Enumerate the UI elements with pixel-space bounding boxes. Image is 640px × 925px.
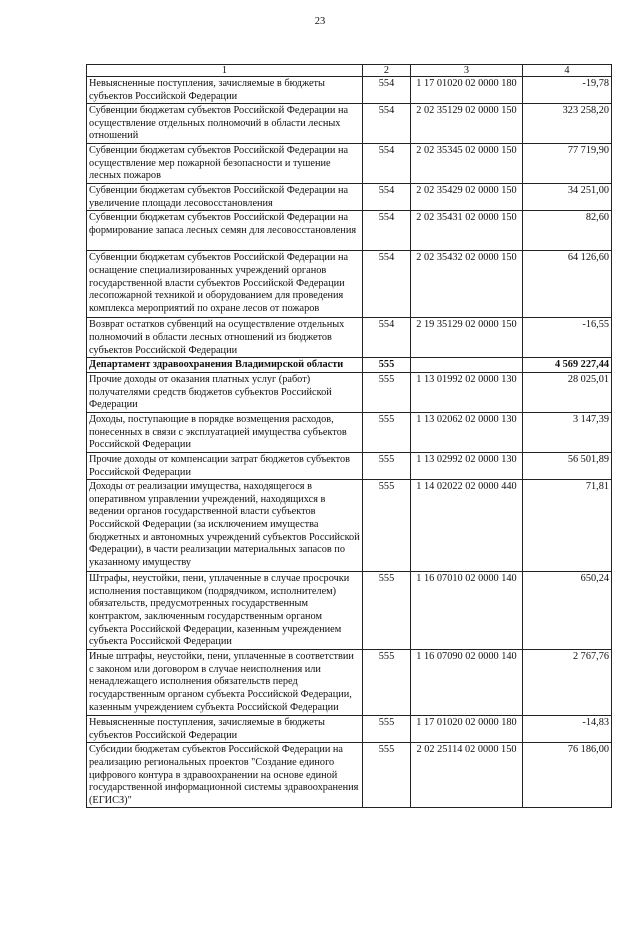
row-name: Субсидии бюджетам субъектов Российской Федерации на реализацию региональных проектов "Создание единого цифрового контура в здравоохранении на основе единой государственной информационной системы здравоохранения (ЕГИСЗ)" [87, 743, 363, 808]
row-admin-code: 554 [363, 318, 411, 358]
row-admin-code: 554 [363, 77, 411, 104]
row-admin-code: 555 [363, 480, 411, 572]
row-budget-code: 1 16 07010 02 0000 140 [411, 572, 523, 650]
row-budget-code [411, 358, 523, 373]
row-budget-code: 1 13 02992 02 0000 130 [411, 452, 523, 479]
row-name: Невыясненные поступления, зачисляемые в бюджеты субъектов Российской Федерации [87, 716, 363, 743]
row-admin-code: 555 [363, 452, 411, 479]
table-row [87, 650, 612, 716]
row-name: Иные штрафы, неустойки, пени, уплаченные в соответствии с законом или договором в случае неисполнения или ненадлежащего исполнения обязательств перед государственным органом субъекта Российской Федерации, казенным учреждением субъекта Российской Федерации [87, 650, 363, 716]
row-budget-code: 1 13 02062 02 0000 130 [411, 412, 523, 452]
row-admin-code: 555 [363, 412, 411, 452]
row-amount: 323 258,20 [523, 104, 612, 144]
row-admin-code: 554 [363, 144, 411, 184]
row-admin-code: 554 [363, 184, 411, 211]
column-header-4: 4 [523, 65, 612, 77]
row-budget-code: 2 02 35345 02 0000 150 [411, 144, 523, 184]
row-admin-code: 555 [363, 358, 411, 373]
column-header-2: 2 [363, 65, 411, 77]
page-number: 23 [314, 16, 326, 27]
row-name: Прочие доходы от компенсации затрат бюджетов субъектов Российской Федерации [87, 452, 363, 479]
row-budget-code: 1 16 07090 02 0000 140 [411, 650, 523, 716]
row-name: Субвенции бюджетам субъектов Российской Федерации на осуществление отдельных полномочий в области лесных отношений [87, 104, 363, 144]
row-amount: 77 719,90 [523, 144, 612, 184]
row-admin-code: 554 [363, 104, 411, 144]
row-budget-code: 1 17 01020 02 0000 180 [411, 716, 523, 743]
column-header-3: 3 [411, 65, 523, 77]
row-budget-code: 2 19 35129 02 0000 150 [411, 318, 523, 358]
table-row [87, 251, 612, 318]
row-budget-code: 2 02 35432 02 0000 150 [411, 251, 523, 318]
column-header-1: 1 [87, 65, 363, 77]
row-amount: 2 767,76 [523, 650, 612, 716]
row-name: Возврат остатков субвенций на осуществление отдельных полномочий в области лесных отношений из бюджетов субъектов Российской Федерации [87, 318, 363, 358]
row-amount: 56 501,89 [523, 452, 612, 479]
table-row [87, 372, 612, 412]
table-row [87, 452, 612, 479]
table-row [87, 77, 612, 104]
row-name: Субвенции бюджетам субъектов Российской Федерации на формирование запаса лесных семян для лесовосстановления [87, 211, 363, 251]
row-amount: -16,55 [523, 318, 612, 358]
row-admin-code: 555 [363, 650, 411, 716]
row-budget-code: 2 02 35431 02 0000 150 [411, 211, 523, 251]
row-name: Штрафы, неустойки, пени, уплаченные в случае просрочки исполнения поставщиком (подрядчиком, исполнителем) обязательств, предусмотренных государственным контрактом, заключенным государственным органом субъекта Российской Федерации, казенным учреждением субъекта Российской Федерации [87, 572, 363, 650]
table-row [87, 743, 612, 808]
table-row [87, 480, 612, 572]
row-name: Субвенции бюджетам субъектов Российской Федерации на оснащение специализированных учреждений органов государственной власти субъектов Российской Федерации лесопожарной техникой и оборудованием для проведения комплекса мероприятий по охране лесов от пожаров [87, 251, 363, 318]
section-title: Департамент здравоохранения Владимирской области [87, 358, 363, 373]
row-name: Субвенции бюджетам субъектов Российской Федерации на осуществление мер пожарной безопасности и тушение лесных пожаров [87, 144, 363, 184]
table-row [87, 104, 612, 144]
row-amount: 76 186,00 [523, 743, 612, 808]
row-budget-code: 1 17 01020 02 0000 180 [411, 77, 523, 104]
row-amount: 34 251,00 [523, 184, 612, 211]
row-amount: -14,83 [523, 716, 612, 743]
revenue-table [86, 64, 612, 808]
table-row [87, 318, 612, 358]
row-amount: 3 147,39 [523, 412, 612, 452]
table-row [87, 412, 612, 452]
row-amount: 28 025,01 [523, 372, 612, 412]
row-name: Невыясненные поступления, зачисляемые в бюджеты субъектов Российской Федерации [87, 77, 363, 104]
row-admin-code: 554 [363, 251, 411, 318]
row-name: Доходы от реализации имущества, находящегося в оперативном управлении учреждений, находящихся в ведении органов государственной власти субъектов Российской Федерации (за исключением имущества бюджетных и автономных учреждений субъектов Российской Федерации), в части реализации материальных запасов по указанному имуществу [87, 480, 363, 572]
table-row [87, 716, 612, 743]
row-amount: 71,81 [523, 480, 612, 572]
table-row [87, 572, 612, 650]
row-budget-code: 2 02 25114 02 0000 150 [411, 743, 523, 808]
row-name: Субвенции бюджетам субъектов Российской Федерации на увеличение площади лесовосстановления [87, 184, 363, 211]
row-budget-code: 2 02 35129 02 0000 150 [411, 104, 523, 144]
table-header-row [87, 65, 612, 77]
section-total: 4 569 227,44 [523, 358, 612, 373]
row-amount: 650,24 [523, 572, 612, 650]
row-amount: -19,78 [523, 77, 612, 104]
row-budget-code: 1 13 01992 02 0000 130 [411, 372, 523, 412]
row-name: Прочие доходы от оказания платных услуг (работ) получателями средств бюджетов субъектов Российской Федерации [87, 372, 363, 412]
table-row [87, 211, 612, 251]
row-budget-code: 1 14 02022 02 0000 440 [411, 480, 523, 572]
table-row [87, 184, 612, 211]
row-name: Доходы, поступающие в порядке возмещения расходов, понесенных в связи с эксплуатацией имущества субъектов Российской Федерации [87, 412, 363, 452]
row-admin-code: 555 [363, 572, 411, 650]
row-admin-code: 554 [363, 211, 411, 251]
row-amount: 64 126,60 [523, 251, 612, 318]
row-admin-code: 555 [363, 716, 411, 743]
row-budget-code: 2 02 35429 02 0000 150 [411, 184, 523, 211]
row-admin-code: 555 [363, 372, 411, 412]
section-row [87, 358, 612, 373]
table-row [87, 144, 612, 184]
row-amount: 82,60 [523, 211, 612, 251]
row-admin-code: 555 [363, 743, 411, 808]
